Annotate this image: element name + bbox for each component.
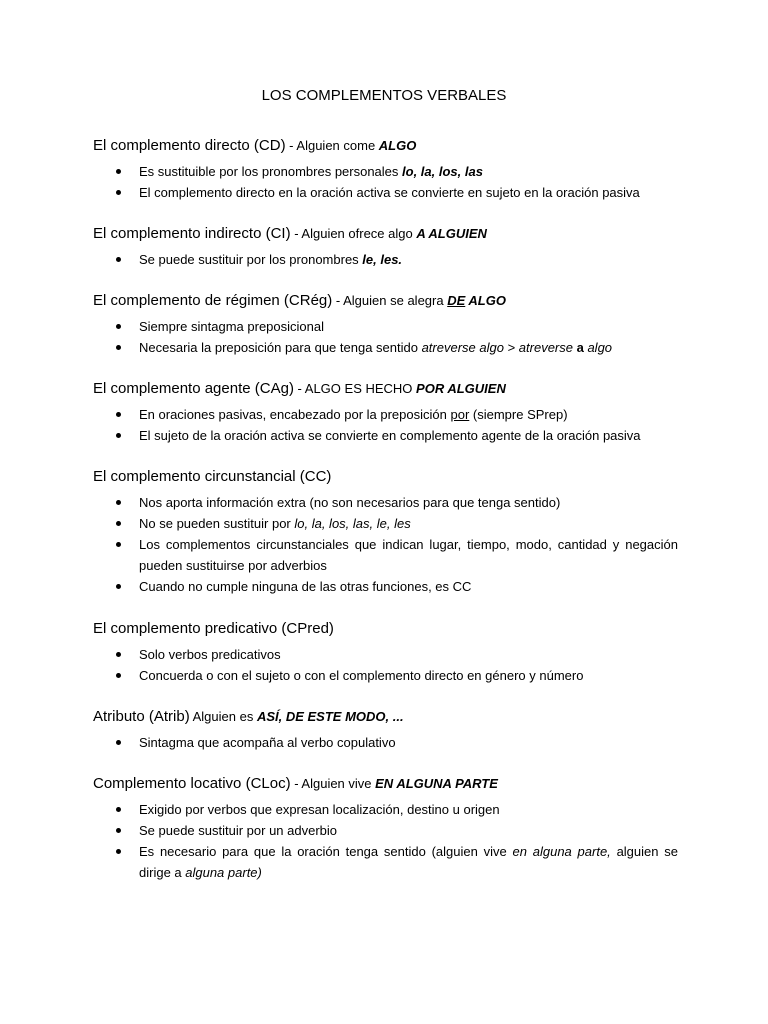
list-item: Solo verbos predicativos <box>93 644 678 665</box>
heading-example: Alguien come <box>296 138 379 153</box>
heading-example: Alguien es <box>192 709 257 724</box>
section-complemento-circunstancial <box>93 468 678 597</box>
list-item: Cuando no cumple ninguna de las otras funciones, es CC <box>93 576 678 597</box>
heading-text: El complemento agente (CAg) <box>93 380 294 397</box>
heading-example: Alguien vive <box>301 776 376 791</box>
heading-text: El complemento circunstancial (CC) <box>93 468 332 485</box>
heading-text: El complemento predicativo (CPred) <box>93 620 334 637</box>
bullet-list <box>93 404 678 446</box>
list-item: Se puede sustituir por los pronombres le, les. <box>93 249 678 270</box>
section-heading: El complemento de régimen (CRég) - Alguien se alegra DE ALGO <box>93 292 506 309</box>
list-item: No se pueden sustituir por lo, la, los, las, le, les <box>93 513 678 534</box>
list-item: Necesaria la preposición para que tenga sentido atreverse algo > atreverse a algo <box>93 337 678 358</box>
list-item: Nos aporta información extra (no son necesarios para que tenga sentido) <box>93 492 678 513</box>
list-item: El complemento directo en la oración activa se convierte en sujeto en la oración pasiva <box>93 182 678 203</box>
heading-example-emphasis: ALGO <box>378 138 417 153</box>
section-heading: Complemento locativo (CLoc) - Alguien vive EN ALGUNA PARTE <box>93 775 498 792</box>
list-item: El sujeto de la oración activa se convierte en complemento agente de la oración pasiva <box>93 425 678 446</box>
heading-example: ALGO ES HECHO <box>304 381 417 396</box>
heading-text: El complemento de régimen (CRég) <box>93 292 333 309</box>
heading-example: Alguien se alegra <box>343 293 448 308</box>
section-complemento-directo <box>93 137 678 203</box>
list-item: Concuerda o con el sujeto o con el complemento directo en género y número <box>93 665 678 686</box>
bullet-list <box>93 492 678 597</box>
list-item: En oraciones pasivas, encabezado por la preposición por (siempre SPrep) <box>93 404 678 425</box>
section-heading: El complemento indirecto (CI) - Alguien ofrece algo A ALGUIEN <box>93 225 487 242</box>
heading-text: El complemento indirecto (CI) <box>93 225 291 242</box>
section-heading <box>93 708 678 728</box>
heading-example-emphasis: A ALGUIEN <box>416 226 487 241</box>
heading-example: Alguien ofrece algo <box>301 226 417 241</box>
document-title: LOS COMPLEMENTOS VERBALES <box>261 87 507 104</box>
bullet-list <box>93 732 678 753</box>
list-item: Exigido por verbos que expresan localización, destino u origen <box>93 799 678 820</box>
bullet-list <box>93 316 678 358</box>
heading-text: Complemento locativo (CLoc) <box>93 775 291 792</box>
heading-example-emphasis: EN ALGUNA PARTE <box>375 776 498 791</box>
section-heading <box>93 620 678 640</box>
heading-example-underlined: DE <box>447 293 466 308</box>
heading-example-emphasis: ALGO <box>465 293 506 308</box>
bullet-list <box>93 161 678 203</box>
list-item: Es sustituible por los pronombres personales lo, la, los, las <box>93 161 678 182</box>
section-atributo <box>93 708 678 753</box>
section-heading <box>93 468 678 488</box>
list-item: Se puede sustituir por un adverbio <box>93 820 678 841</box>
section-complemento-regimen <box>93 292 678 358</box>
list-item: Los complementos circunstanciales que indican lugar, tiempo, modo, cantidad y negación pueden sustituirse por adverbios <box>93 534 678 576</box>
section-complemento-agente <box>93 380 678 446</box>
section-complemento-locativo <box>93 775 678 883</box>
bullet-list <box>93 799 678 883</box>
section-complemento-predicativo <box>93 620 678 686</box>
section-heading: El complemento directo (CD) - Alguien come ALGO <box>93 137 417 154</box>
list-item: Siempre sintagma preposicional <box>93 316 678 337</box>
list-item: Sintagma que acompaña al verbo copulativo <box>93 732 678 753</box>
heading-example-emphasis: POR ALGUIEN <box>416 381 506 396</box>
heading-example-emphasis: ASÍ, DE ESTE MODO, ... <box>256 709 404 724</box>
list-item: Es necesario para que la oración tenga sentido (alguien vive en alguna parte, alguien se dirige a alguna parte) <box>93 841 678 883</box>
section-complemento-indirecto <box>93 225 678 270</box>
bullet-list <box>93 644 678 686</box>
heading-text: El complemento directo (CD) <box>93 137 286 154</box>
heading-text: Atributo (Atrib) <box>93 708 190 725</box>
bullet-list <box>93 249 678 270</box>
section-heading: El complemento agente (CAg) - ALGO ES HECHO POR ALGUIEN <box>93 380 506 397</box>
